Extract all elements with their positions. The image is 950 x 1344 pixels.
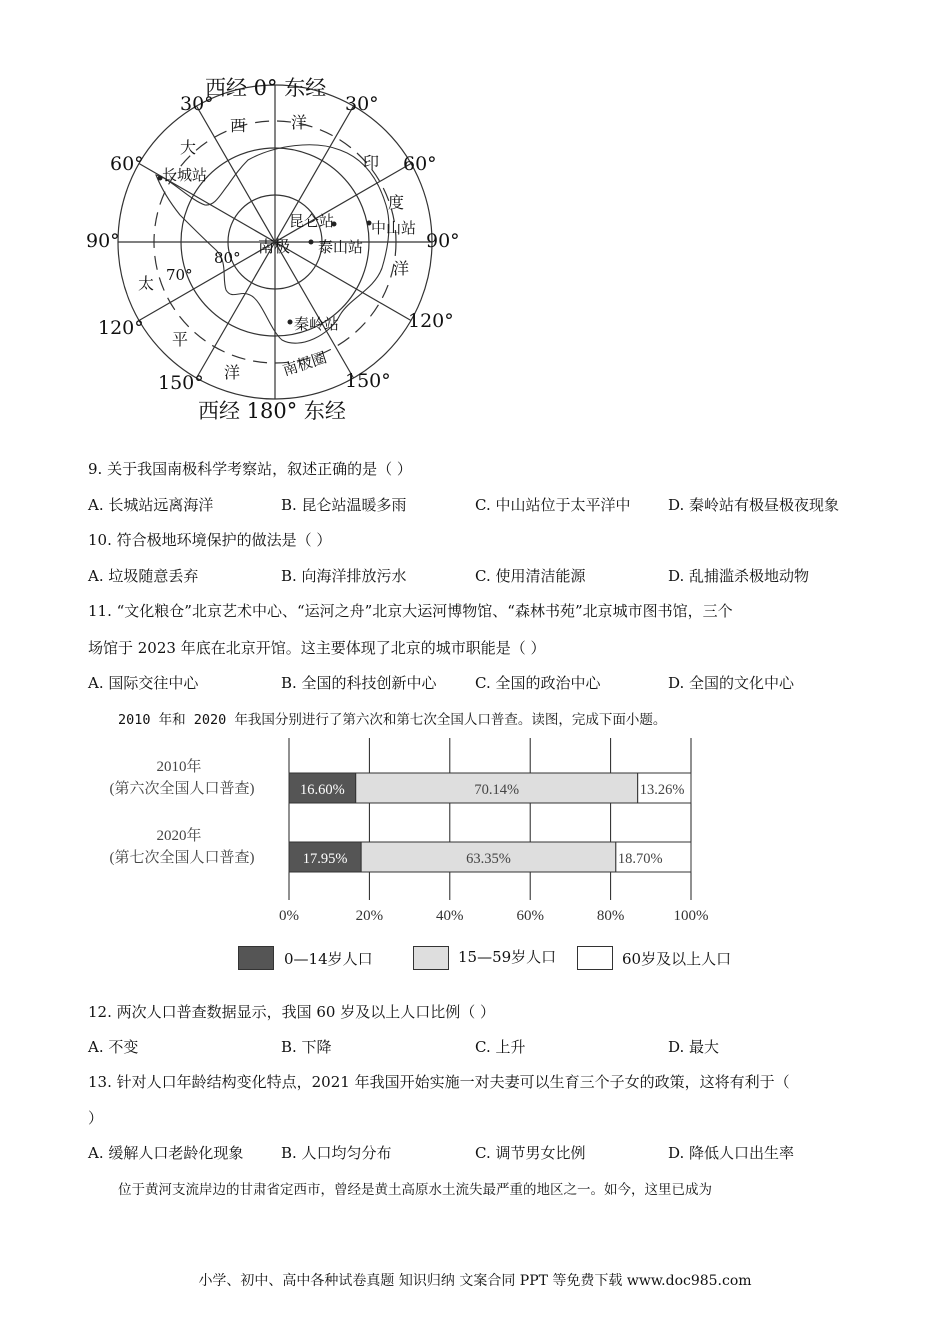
map-bottom-label: 西经 180° 东经 — [198, 399, 346, 423]
q9-option-a[interactable]: A. 长城站远离海洋 — [88, 496, 214, 514]
zhongshan-station-label: 中山站 — [371, 219, 417, 237]
x-tick-label: 80% — [596, 908, 625, 924]
lon-120e-label: 120° — [408, 310, 454, 332]
q11-option-d[interactable]: D. 全国的文化中心 — [668, 674, 795, 692]
x-tick-label: 0% — [279, 908, 299, 924]
q12-option-b[interactable]: B. 下降 — [281, 1038, 332, 1056]
lon-30w-label: 30° — [180, 93, 214, 115]
q10-option-c[interactable]: C. 使用清洁能源 — [475, 567, 586, 585]
census-age-structure-chart — [0, 730, 950, 980]
q11-option-a[interactable]: A. 国际交往中心 — [88, 674, 199, 692]
lon-90w-label: 90° — [86, 230, 120, 252]
atlantic-label-2: 西 — [230, 116, 247, 135]
south-pole-label: 南极 — [258, 237, 291, 256]
x-tick-label: 20% — [355, 908, 384, 924]
q13-option-b[interactable]: B. 人口均匀分布 — [281, 1144, 392, 1162]
question-13-stem-line1: 13. 针对人口年龄结构变化特点，2021 年我国开始实施一对夫妻可以生育三个子女的政策，这将有利于（ — [88, 1073, 790, 1091]
antarctic-circle-label: 南极圈 — [280, 348, 329, 380]
indian-label-2: 度 — [388, 193, 405, 212]
lat-70-label: 70° — [166, 266, 193, 284]
bar-value-label: 17.95% — [302, 851, 348, 867]
question-11-stem-line1: 11. “文化粮仓”北京艺术中心、“运河之舟”北京大运河博物馆、“森林书苑”北京城市图书馆，三个 — [88, 602, 733, 620]
lon-120w-label: 120° — [98, 317, 144, 339]
q13-option-c[interactable]: C. 调节男女比例 — [475, 1144, 586, 1162]
q10-option-a[interactable]: A. 垃圾随意丢弃 — [88, 567, 199, 585]
x-tick-label: 100% — [673, 908, 709, 924]
q12-option-a[interactable]: A. 不变 — [88, 1038, 139, 1056]
bar-value-label: 16.60% — [300, 782, 345, 798]
q10-option-d[interactable]: D. 乱捕滥杀极地动物 — [668, 567, 810, 585]
question-13-stem-line2: ） — [88, 1109, 104, 1127]
question-9-stem: 9. 关于我国南极科学考察站，叙述正确的是（ ） — [88, 460, 412, 478]
q11-option-b[interactable]: B. 全国的科技创新中心 — [281, 674, 437, 692]
bar-value-label: 13.26% — [639, 782, 685, 798]
taishan-station-label: 泰山站 — [318, 238, 364, 256]
q9-option-b[interactable]: B. 昆仑站温暖多雨 — [281, 496, 407, 514]
dingxi-intro: 位于黄河支流岸边的甘肃省定西市，曾经是黄土高原水土流失最严重的地区之一。如今，这里已成为 — [118, 1182, 712, 1198]
question-10-stem: 10. 符合极地环境保护的做法是（ ） — [88, 531, 332, 549]
bar-value-label: 18.70% — [617, 851, 663, 867]
antarctica-map — [0, 0, 950, 440]
pacific-label-1: 太 — [138, 274, 155, 293]
indian-label-3: 洋 — [393, 259, 410, 278]
kunlun-station-label: 昆仑站 — [289, 212, 335, 230]
atlantic-label-1: 大 — [180, 138, 197, 157]
legend-swatch-60-plus — [577, 946, 613, 970]
taishan-station-dot — [309, 240, 314, 245]
category-label-census: (第七次全国人口普查) — [109, 850, 255, 866]
category-label-year: 2010年 — [156, 759, 202, 775]
legend-label-60-plus: 60岁及以上人口 — [622, 950, 732, 968]
q11-option-c[interactable]: C. 全国的政治中心 — [475, 674, 601, 692]
pacific-label-2: 平 — [172, 330, 189, 349]
changcheng-station-label: 长城站 — [162, 166, 208, 184]
qinling-station-label: 秦岭站 — [294, 315, 340, 333]
map-top-label: 西经 0° 东经 — [205, 76, 327, 100]
q10-option-b[interactable]: B. 向海洋排放污水 — [281, 567, 407, 585]
lon-90e-label: 90° — [426, 230, 460, 252]
pacific-label-3: 洋 — [224, 363, 241, 382]
q13-option-a[interactable]: A. 缓解人口老龄化现象 — [88, 1144, 244, 1162]
lat-80-label: 80° — [214, 249, 241, 267]
bar-value-label: 63.35% — [466, 851, 511, 867]
q12-option-c[interactable]: C. 上升 — [475, 1038, 526, 1056]
lon-150e-label: 150° — [345, 370, 391, 392]
legend-swatch-15-59 — [413, 946, 449, 970]
legend-label-0-14: 0—14岁人口 — [284, 950, 373, 968]
category-label-census: (第六次全国人口普查) — [109, 781, 255, 797]
q13-option-d[interactable]: D. 降低人口出生率 — [668, 1144, 795, 1162]
question-11-stem-line2: 场馆于 2023 年底在北京开馆。这主要体现了北京的城市职能是（ ） — [88, 639, 546, 657]
x-tick-label: 40% — [436, 908, 464, 924]
lon-60w-label: 60° — [110, 153, 144, 175]
legend-label-15-59: 15—59岁人口 — [458, 948, 557, 966]
question-12-stem: 12. 两次人口普查数据显示，我国 60 岁及以上人口比例（ ） — [88, 1003, 496, 1021]
page-footer: 小学、初中、高中各种试卷真题 知识归纳 文案合同 PPT 等免费下载 www.doc985.com — [198, 1273, 752, 1289]
category-label-year: 2020年 — [156, 828, 202, 844]
q9-option-c[interactable]: C. 中山站位于太平洋中 — [475, 496, 631, 514]
lon-60e-label: 60° — [403, 153, 437, 175]
atlantic-label-3: 洋 — [291, 113, 308, 132]
x-tick-label: 60% — [516, 908, 544, 924]
bar-value-label: 70.14% — [474, 782, 520, 798]
q12-option-d[interactable]: D. 最大 — [668, 1038, 720, 1056]
lon-150w-label: 150° — [158, 372, 204, 394]
census-intro: 2010 年和 2020 年我国分别进行了第六次和第七次全国人口普查。读图，完成下面小题。 — [118, 712, 667, 728]
indian-label-1: 印 — [363, 153, 380, 172]
q9-option-d[interactable]: D. 秦岭站有极昼极夜现象 — [668, 496, 840, 514]
legend-swatch-0-14 — [238, 946, 274, 970]
qinling-station-dot — [288, 320, 293, 325]
lon-30e-label: 30° — [345, 93, 379, 115]
